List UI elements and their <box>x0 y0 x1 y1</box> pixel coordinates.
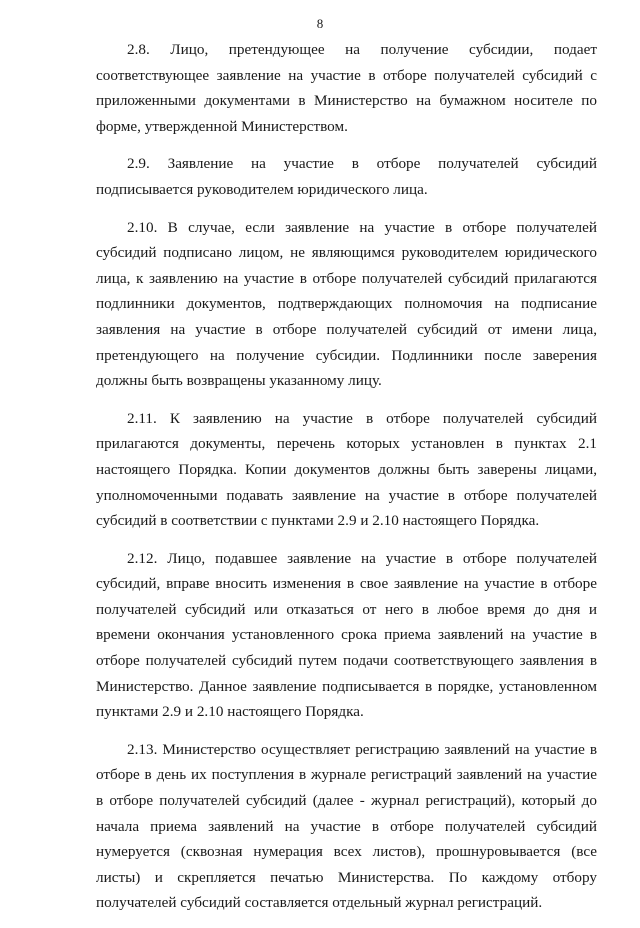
paragraph-2-9: 2.9. Заявление на участие в отборе получателей субсидий подписывается руководителем юридического лица. <box>96 155 597 198</box>
page-number: 8 <box>316 16 324 31</box>
paragraph-2-12: 2.12. Лицо, подавшее заявление на участие в отборе получателей субсидий, вправе вносить изменения в свое заявление на участие в отборе получателей субсидий или отказаться от него в любое время до дня и времени окончания установленного срока приема заявлений на участие в отборе получателей субсидий путем подачи соответствующего заявления в Министерство. Данное заявление подписывается в порядке, установленном пунктами 2.9 и 2.10 настоящего Порядка. <box>96 549 597 721</box>
document-body <box>96 37 597 928</box>
paragraph-2-13: 2.13. Министерство осуществляет регистрацию заявлений на участие в отборе в день их поступления в журнале регистраций заявлений на участие в отборе получателей субсидий (далее - журнал регистраций), который до начала приема заявлений на участие в отборе получателей субсидий нумеруется (сквозная нумерация всех листов), прошнуровывается (все листы) и скрепляется печатью Министерства. По каждому отбору получателей субсидий составляется отдельный журнал регистраций. <box>96 740 597 912</box>
paragraph-2-11: 2.11. К заявлению на участие в отборе получателей субсидий прилагаются документы, перечень которых установлен в пунктах 2.1 настоящего Порядка. Копии документов должны быть заверены лицами, уполномоченными подавать заявление на участие в отборе получателей субсидий в соответствии с пунктами 2.9 и 2.10 настоящего Порядка. <box>96 409 597 530</box>
paragraph-2-10: 2.10. В случае, если заявление на участие в отборе получателей субсидий подписано лицом, не являющимся руководителем юридического лица, к заявлению на участие в отборе получателей субсидий прилагаются подлинники документов, подтверждающих полномочия на подписание заявления на участие в отборе получателей субсидий от имени лица, претендующего на получение субсидии. Подлинники после заверения должны быть возвращены указанному лицу. <box>96 218 597 390</box>
paragraph-2-8: 2.8. Лицо, претендующее на получение субсидии, подает соответствующее заявление на участие в отборе получателей субсидий с приложенными документами в Министерство на бумажном носителе по форме, утвержденной Министерством. <box>96 41 597 135</box>
